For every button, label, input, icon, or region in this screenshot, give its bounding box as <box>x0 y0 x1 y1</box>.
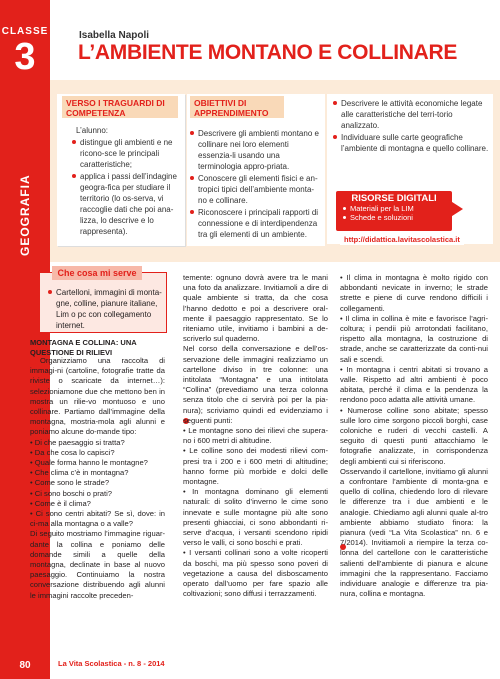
traguardi-title: VERSO I TRAGUARDI DI COMPETENZA <box>62 96 178 118</box>
resource-item: Schede e soluzioni <box>336 213 452 222</box>
subject-label: GEOGRAFIA <box>18 174 32 256</box>
obiettivi-title: OBIETTIVI DI APPRENDIMENTO <box>190 96 284 118</box>
digital-resources-title: RISORSE DIGITALI <box>351 193 437 204</box>
page-number: 80 <box>0 652 50 679</box>
materials-title: Che cosa mi serve <box>52 266 142 280</box>
resources-link[interactable]: http://didattica.lavitascolastica.it <box>340 234 464 245</box>
magazine-footer: La Vita Scolastica - n. 8 - 2014 <box>58 659 165 668</box>
digital-resources-box[interactable] <box>336 191 452 231</box>
traguardi-intro: L’alunno: <box>76 126 109 135</box>
traguardi-body <box>72 125 182 238</box>
list-item: Riconoscere i principali rapporti di connessione e di interdipendenza tra gli elementi di un ambiente. <box>190 207 322 240</box>
list-item: Descrivere le attività economiche legate alle caratteristiche del terri-torio analizzato. <box>333 98 489 131</box>
column-text-3: • Il clima in montagna è molto rigido con abbondanti nevicate in inverno; le strade strette e piene di curve rendono difficili i collegamenti. • Il clima in collina è mite e favorisce l’agri-coltura; i pendii più arrotondati facilitano, rispetto alla montagna, la costruzione di strade, anche se caratterizzate da conti-nui sali e scendi. • In montagna i centri abitati si trovano a valle. Rispetto ad altri ambienti è poco abitata, perché il clima e la pendenza la rendono poco adatta alle attività umane. • Numerose colline sono abitate; spesso sulle loro cime sorgono piccoli borghi, case coloniche e ruderi di vecchi castelli. A seguito di questi punti attacchiamo le fotografie analizzate, in corrispondenza degli ambienti cui si riferiscono. Osservando il cartellone, invitiamo gli alunni a confrontare l’ambiente di monta-gna e quello di collina, chiedendo loro di rilevare le differenze tra i due ambienti e le analogie. Chiediamo agli alunni quale al-tro ambiente abbiamo studiato finora: la pianura (vedi “La Vita Scolastica” nn. 6 e 7/2014). Invitiamoli a riempire la terza co-lonna del cartellone con le caratteristiche salienti dell’ambiente di pianura e alcune immagini che la rappresentano. Facciamo individuare analogie e differenze tra pia-nura, collina e montagna. <box>340 273 488 599</box>
section-title: MONTAGNA E COLLINA: UNA QUESTIONE DI RILIEVI <box>30 338 137 357</box>
page-title: L’AMBIENTE MONTANO E COLLINARE <box>78 41 458 64</box>
obiettivi-body <box>190 128 322 241</box>
resource-item: Materiali per la LIM <box>336 204 452 213</box>
grade-number: 3 <box>14 36 36 78</box>
grade-label: CLASSE <box>1 26 49 37</box>
list-item: distingue gli ambienti e ne ricono-sce le principali caratteristiche; <box>72 137 182 170</box>
materials-text: Cartelloni, immagini di monta-gne, colline, pianure italiane, Lim o pc con collegamento internet. <box>48 287 163 331</box>
extra-objectives-body <box>333 98 489 155</box>
list-item: Individuare sulle carte geografiche l’ambiente di montagna e quello collinare. <box>333 132 489 154</box>
list-item: Conoscere gli elementi fisici e an-tropici tipici dell’ambiente monta-no e collinare. <box>190 173 322 206</box>
column-text-2: temente: ognuno dovrà avere tra le mani una foto da analizzare. Invitiamoli a dire di quale ambiente si tratta, da che cosa l’hanno dedotto e poi a descrivere oral-mente il paesaggio rappresentato. Se lo riteniamo utile, invitiamo i bambini a de-scriverlo sul quaderno. Nel corso della conversazione e dell’os-servazione delle immagini realizziamo un cartellone diviso in tre colonne: una intitolata “Montagna” e una intitolata “Collina” (prevediamo una terza colonna senza titolo che ci servirà poi per la pia-nura); scriviamo quindi ed evidenziamo i seguenti punti: • Le montagne sono dei rilievi che supera-no i 600 metri di altitudine. • Le colline sono dei modesti rilievi com-presi tra i 200 e i 600 metri di altitudine; hanno forme più morbide e dolci delle montagne. • In montagna dominano gli elementi naturali: di solito d’inverno le cime sono innevate e sulle montagne più alte sono presenti ghiacciai, ci sono abbondanti ri-serve d’acqua, i versanti scendono ripidi verso le valli, ci sono boschi e prati. • I versanti collinari sono a volte ricoperti da boschi, ma più spesso sono poveri di vegetazione a causa del disboscamento operato dall’uomo per fare spazio alle coltivazioni; sono diffusi i terrazzamenti. <box>183 273 328 599</box>
list-item: Descrivere gli ambienti montano e collinare nei loro elementi essenzia-li usando una terminologia appro-priata. <box>190 128 322 172</box>
list-item: applica i passi dell’indagine geogra-fica per studiare il territorio (lo os-serva, vi raccoglie dati che poi ana-lizza, lo descrive e lo rappresenta). <box>72 171 182 237</box>
pointer-arrow-icon <box>449 200 463 218</box>
column-text-1: Organizziamo una raccolta di immagi-ni (cartoline, fotografie tratte da riviste o scaricate da internet…): selezioniamone due che mettono ben in mostra un rilie-vo montuoso e uno collinare. Partiamo dall’immagine della montagna, mostria-mola agli alunni e poniamo alcune do-mande tipo: • Di che paesaggio si tratta? • Da che cosa lo capisci? • Quale forma hanno le montagne? • Che clima c’è in montagna? • Come sono le strade? • Ci sono boschi o prati? • Come è il clima? • Ci sono centri abitati? Se sì, dove: in ci-ma alla montagna o a valle? Di seguito mostriamo l’immagine riguar-dante la collina e poniamo delle domande simili a quelle della montagna, declinate in base al nuovo paesaggio. Continuiamo la nostra conversazione distribuendo agli alunni le immagini raccolte preceden- <box>30 356 165 600</box>
author: Isabella Napoli <box>79 30 150 41</box>
materials-box <box>39 268 167 333</box>
